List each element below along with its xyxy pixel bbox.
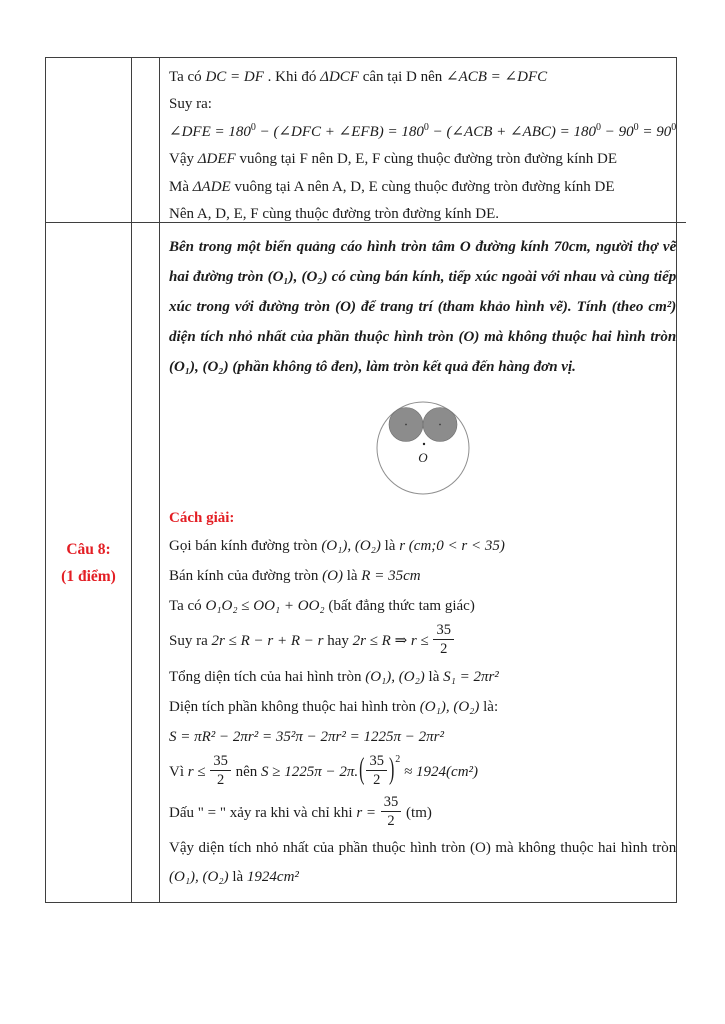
proof-line: Nên A, D, E, F cùng thuộc đường tròn đường kính DE. (169, 206, 500, 223)
solution-line: Ta có O₁O₂ ≤ OO₁ + OO₂ (bất đẳng thức tam giác) (169, 598, 475, 614)
figure-container (169, 386, 676, 504)
answer-table (45, 57, 677, 903)
solution-line: Bán kính của đường tròn (O) là R = 35cm (169, 568, 421, 584)
center-dot-O (422, 443, 424, 445)
solution-line: Dấu " = " xảy ra khi và chỉ khi r = $\frac{35}{2}$ (tm) (169, 794, 432, 829)
proof-line: Suy ra: (169, 96, 212, 113)
proof-line: ∠DFE = $180^0$ − (∠DFC + ∠EFB) = $180^0$ − (∠ACB + ∠ABC) = $180^0 - 90^0 = 90^0$ (169, 121, 677, 140)
question-score-cell (132, 223, 160, 902)
center-dot-O2 (439, 424, 441, 426)
center-label-O: O (417, 450, 428, 465)
prev-answer-content-cell (160, 58, 686, 223)
solution-line: Gọi bán kính đường tròn (O₁), (O₂) là r (cm;0 < r < 35) (169, 538, 505, 554)
question-points: (1 điểm) (61, 567, 116, 585)
question-label-cell (46, 223, 132, 902)
question-content-cell (160, 223, 686, 902)
circles-figure (353, 386, 493, 504)
center-dot-O1 (405, 424, 407, 426)
prev-answer-label-cell (46, 58, 132, 223)
solution-line: Suy ra 2r ≤ R − r + R − r hay 2r ≤ R ⇒ r ≤ $\frac{35}{2}$ (169, 621, 676, 662)
solution-heading: Cách giải: (169, 510, 235, 526)
question-number: Câu 8: (66, 540, 111, 558)
proof-line: Mà ΔADE vuông tại A nên A, D, E cùng thuộc đường tròn đường kính DE (169, 178, 615, 195)
problem-statement: Bên trong một biển quảng cáo hình tròn tâm O đường kính 70cm, người thợ vẽ hai đường tròn (O₁), (O₂) có cùng bán kính, tiếp xúc ngoài với nhau và cùng tiếp xúc trong với đường tròn (O) để trang trí (tham khảo hình vẽ). Tính (theo cm²) diện tích nhỏ nhất của phần thuộc hình tròn (O) mà không thuộc hai hình tròn (O₁), (O₂) (phần không tô đen), làm tròn kết quả đến hàng đơn vị. (169, 239, 677, 375)
big-circle-O (377, 402, 469, 494)
solution-conclusion: Vậy diện tích nhỏ nhất của phần thuộc hình tròn (O) mà không thuộc hai hình tròn (O₁), (O₂) là 1924cm² (169, 840, 677, 885)
solution-line: S = πR² − 2πr² = 35²π − 2πr² = 1225π − 2πr² (169, 729, 444, 745)
solution-line: Vì r ≤ $\frac{35}{2}$ nên S ≥ 1225π − 2π.( $\frac{35}{2}$ )$^2$ ≈ 1924(cm²) (169, 753, 479, 788)
solution-line: Diện tích phần không thuộc hai hình tròn (O₁), (O₂) là: (169, 699, 499, 715)
solution-line: Tổng diện tích của hai hình tròn (O₁), (O₂) là S₁ = 2πr² (169, 669, 499, 685)
proof-line: Vậy ΔDEF vuông tại F nên D, E, F cùng thuộc đường tròn đường kính DE (169, 151, 617, 168)
proof-line: Ta có DC = DF . Khi đó ΔDCF cân tại D nên ∠ACB = ∠DFC (169, 69, 548, 85)
prev-answer-score-cell (132, 58, 160, 223)
